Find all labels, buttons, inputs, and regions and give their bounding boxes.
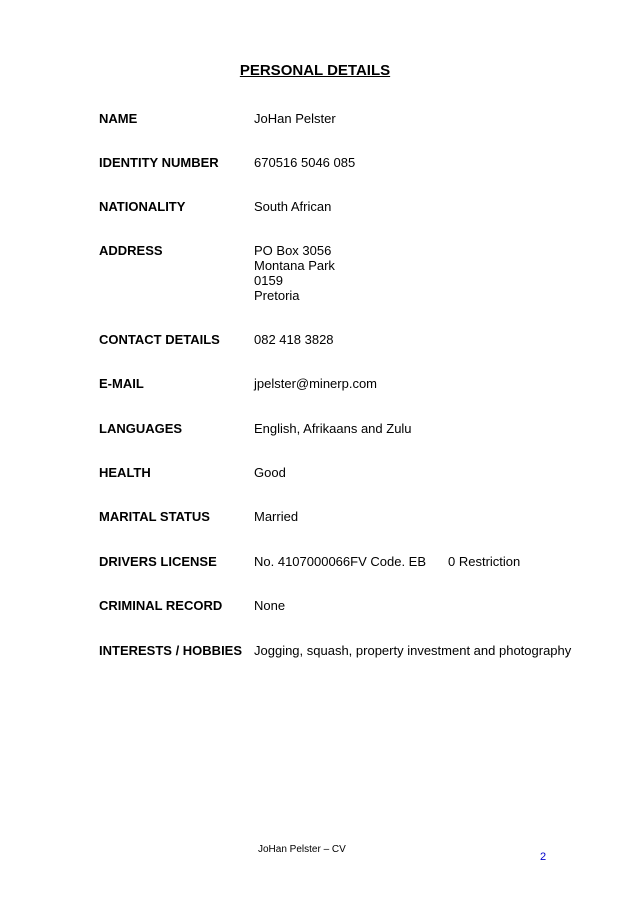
- row-label: NATIONALITY: [99, 199, 186, 214]
- row-label: CONTACT DETAILS: [99, 332, 220, 347]
- row-value: JoHan Pelster: [254, 111, 336, 126]
- row-value: Jogging, squash, property investment and photography: [254, 643, 572, 658]
- row-label: MARITAL STATUS: [99, 509, 210, 524]
- page-title: PERSONAL DETAILS: [239, 62, 391, 79]
- row-label: DRIVERS LICENSE: [99, 554, 217, 569]
- address-line: 0159: [254, 273, 283, 288]
- row-label: INTERESTS / HOBBIES: [99, 643, 243, 658]
- license-number: No. 4107000066FV Code. EB: [254, 554, 427, 569]
- row-value: Married: [254, 509, 299, 524]
- page-number: 2: [540, 851, 547, 863]
- row-value: 082 418 3828: [254, 332, 334, 347]
- row-label: HEALTH: [99, 465, 151, 480]
- footer-text: JoHan Pelster – CV: [258, 844, 346, 855]
- address-line: PO Box 3056: [254, 243, 332, 258]
- address-line: Montana Park: [254, 258, 335, 273]
- row-label: IDENTITY NUMBER: [99, 155, 219, 170]
- row-value: English, Afrikaans and Zulu: [254, 421, 412, 436]
- row-value: None: [254, 598, 286, 613]
- address-line: Pretoria: [254, 288, 300, 303]
- row-value: 670516 5046 085: [254, 155, 356, 170]
- row-label: CRIMINAL RECORD: [99, 598, 223, 613]
- license-restriction: 0 Restriction: [448, 554, 521, 569]
- row-label: LANGUAGES: [99, 421, 183, 436]
- row-value: South African: [254, 199, 332, 214]
- row-label: NAME: [99, 111, 138, 126]
- row-label: E-MAIL: [99, 376, 144, 391]
- row-value: [254, 554, 520, 569]
- email-value: jpelster@minerp.com: [254, 376, 378, 391]
- address-lines: [254, 243, 335, 303]
- row-label: ADDRESS: [99, 243, 163, 258]
- row-value: Good: [254, 465, 286, 480]
